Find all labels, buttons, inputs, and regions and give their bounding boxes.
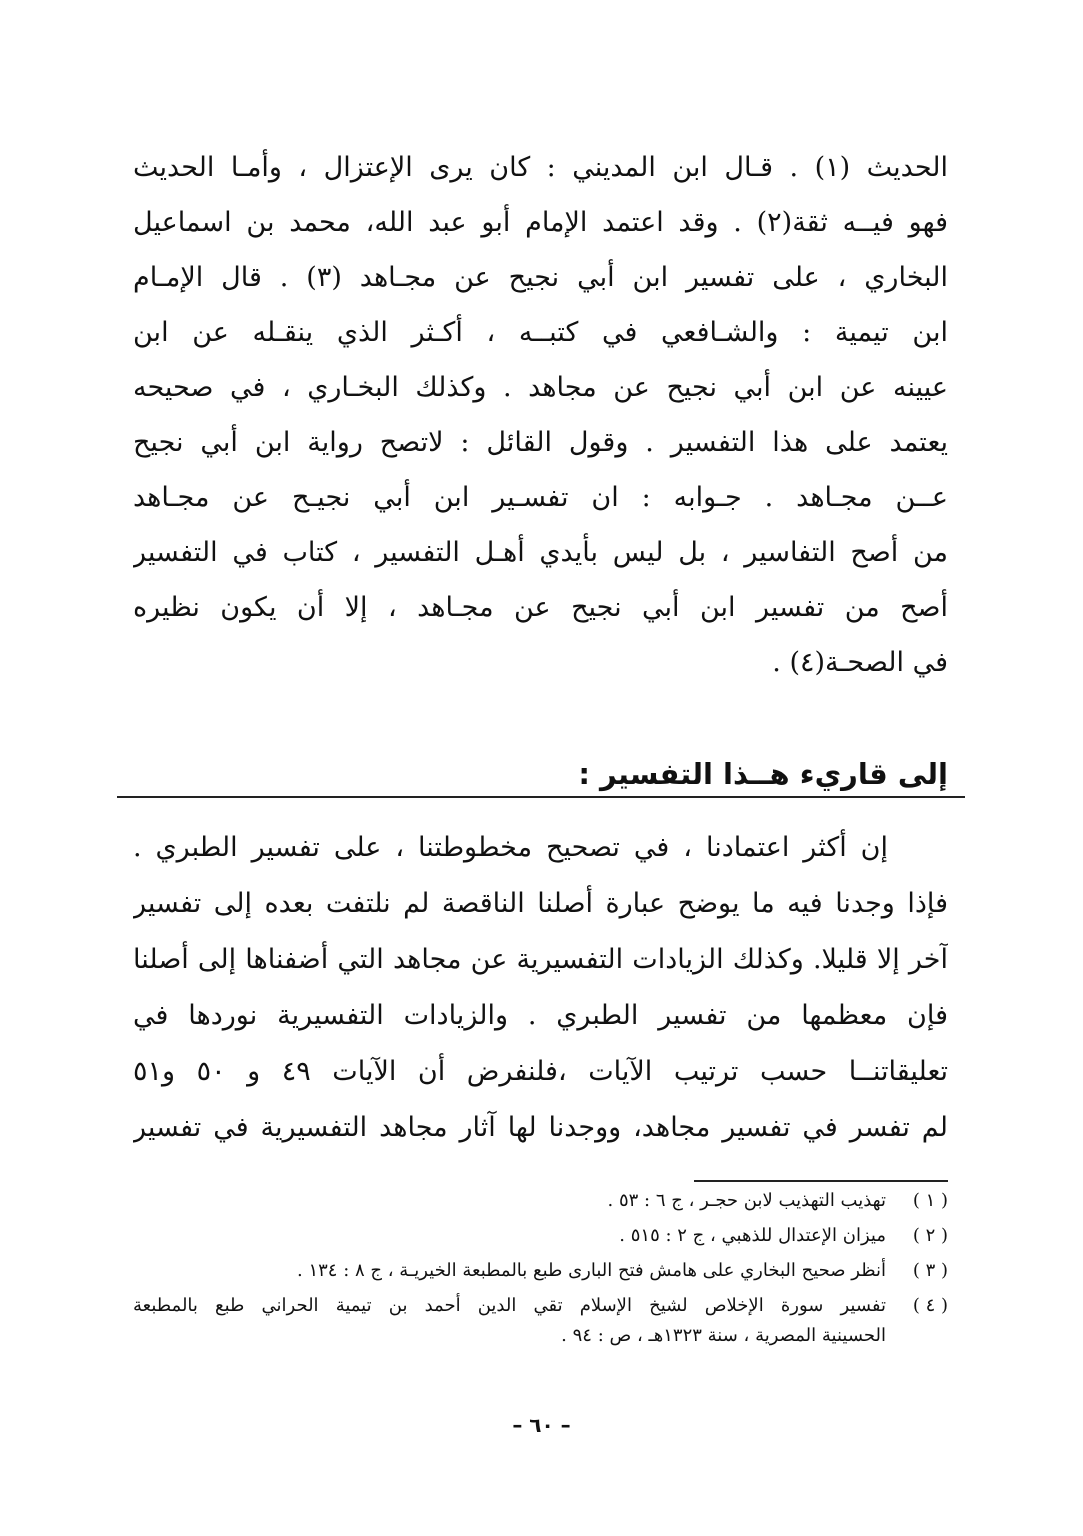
- text-line: عــن مجـاهد . جـوابه : ان تفسـير ابن أبي نجيـح عن مجـاهد: [133, 482, 948, 513]
- footnote-text: [133, 1186, 886, 1216]
- text-line: آخر إلا قليلا. وكذلك الزيادات التفسيرية عن مجاهد التي أضفناها إلى أصلنا: [133, 944, 948, 975]
- text-line: فإن معظمها من تفسير الطبري . والزيادات التفسيرية نوردها في: [133, 1000, 948, 1031]
- text-line: فهو فيــه ثقة(٢) . وقد اعتمد الإمام أبو عبد الله، محمد بن اسماعيل: [133, 207, 948, 238]
- body-paragraph-1: [133, 140, 948, 690]
- footnote-number: ( ٤ ): [912, 1295, 948, 1316]
- footnote-line: تفسير سورة الإخلاص لشيخ الإسلام تقي الدين أحمد بن تيمية الحراني طبع بالمطبعة: [133, 1295, 886, 1316]
- text-line: إن أكثر اعتمادنا ، في تصحيح مخطوطتنا ، على تفسير الطبري .: [133, 832, 888, 863]
- text-line: ابن تيمية : والشـافعي في كتبــه ، أكـثر الذي ينقـله عن ابن: [133, 317, 948, 348]
- text-line: الحديث (١) . قـال ابن المديني : كان يرى الإعتزال ، وأمـا الحديث: [133, 152, 948, 183]
- footnotes: [133, 1186, 948, 1356]
- footnote: [133, 1256, 948, 1286]
- page-number: – ٦٠ –: [512, 1413, 571, 1437]
- footnote-text: [133, 1256, 886, 1286]
- footnote-text: [133, 1221, 886, 1251]
- section-heading: إلى قاريء هــذا التفسير :: [578, 757, 948, 791]
- footnote-line: تهذيب التهذيب لابن حجـر ، ج ٦ : ٥٣ .: [607, 1190, 886, 1211]
- footnote-number: ( ٣ ): [912, 1260, 948, 1281]
- text-line: البخاري ، على تفسير ابن أبي نجيح عن مجـاهد (٣) . قال الإمـام: [133, 262, 948, 293]
- footnote-number: ( ١ ): [912, 1190, 948, 1211]
- text-line: في الصحـة(٤) .: [772, 647, 948, 678]
- heading-underline: [117, 796, 965, 798]
- text-line: لم تفسر في تفسير مجاهد، ووجدنا لها آثار مجاهد التفسيرية في تفسير: [133, 1112, 948, 1143]
- text-line: فإذا وجدنا فيه ما يوضح عبارة أصلنا الناقصة لم نلتفت بعده إلى تفسير: [133, 888, 948, 919]
- footnote: [133, 1186, 948, 1216]
- text-line: عيينه عن ابن أبي نجيح عن مجاهد . وكذلك البخـاري ، في صحيحه: [133, 372, 948, 403]
- footnote: [133, 1221, 948, 1251]
- body-paragraph-2: [133, 820, 948, 1156]
- text-line: أصح من تفسير ابن أبي نجيح عن مجـاهد ، إلا أن يكون نظيره: [133, 592, 948, 623]
- footnote-line: الحسينية المصرية ، سنة ١٣٢٣هـ ، ص : ٩٤ .: [561, 1325, 886, 1346]
- text-line: تعليقاتنــا حسب ترتيب الآيات ،فلنفرض أن الآيات ٤٩ و ٥٠ و٥١: [133, 1056, 948, 1087]
- footnote: [133, 1291, 948, 1351]
- footnote-text: [133, 1291, 886, 1351]
- footnote-separator: [694, 1180, 948, 1182]
- footnote-line: ميزان الإعتدال للذهبي ، ج ٢ : ٥١٥ .: [619, 1225, 886, 1246]
- footnote-number: ( ٢ ): [912, 1225, 948, 1246]
- text-line: يعتمد على هذا التفسير . وقول القائل : لاتصح رواية ابن أبي نجيح: [133, 427, 948, 458]
- footnote-line: أنظر صحيح البخاري على هامش فتح البارى طبع بالمطبعة الخيريـة ، ج ٨ : ١٣٤ .: [297, 1260, 886, 1281]
- text-line: من أصح التفاسير ، بل ليس بأيدي أهـل التفسير ، كتاب في التفسير: [133, 537, 948, 568]
